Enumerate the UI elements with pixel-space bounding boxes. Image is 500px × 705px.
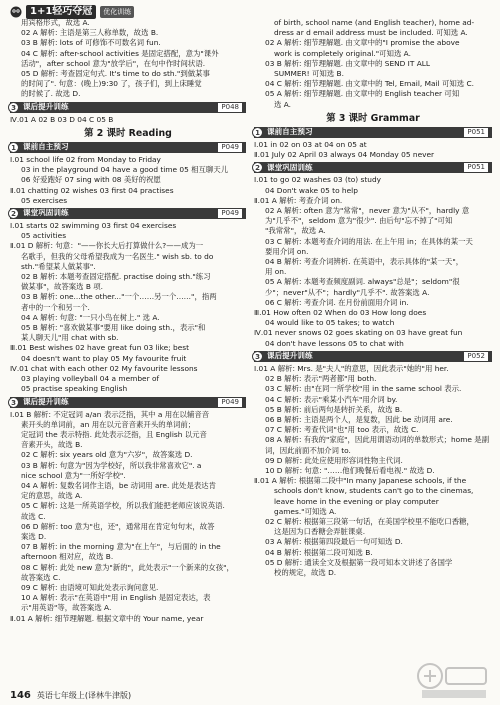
answer-line: 04 B 解析: 根据第二段可知选 B. [265,547,373,557]
section-number: 3 [8,397,19,408]
answer-line: Ⅳ.01 never snows 02 goes skating on 03 have great fun [254,328,463,338]
answer-line: 02 C 解析: six years old 意为"六岁"，故答案选 D. [21,450,193,460]
section-title: 课后提升训练 [23,396,69,406]
watermark-logo-icon [414,660,494,702]
answer-line: of birth, school name (and English teacher), home ad- [274,18,475,27]
answer-line: 者中的一个和另一个. [21,302,90,312]
brand-subtitle: 优化训练 [100,6,134,18]
section-number: 3 [8,102,19,113]
section-title: 课后提升训练 [267,351,313,361]
answer-line: 03 in the playground 04 have a good time 05 相互聊天儿 [21,165,229,175]
answer-line: 用宾格形式，故选 A. [21,18,90,27]
answer-line: 某人聊天儿"用 chat with sb. [21,333,119,343]
answer-line: 09 D 解析: 此处应使用形容词性物主代词. [265,455,403,465]
answer-line: 为"几乎不"，seldom 意为"很少". 由后句"忘不掉了"可知 [265,216,453,226]
owl-logo-icon [10,6,22,18]
section-title: 课堂巩固训练 [267,162,313,172]
section-header [10,208,246,219]
answer-line: Ⅳ.01 chat with each other 02 My favourite lessons [10,363,198,373]
answer-line: 04 B 解析: 考查介词辨析. 在英语中，表示具体的"某一天"， [265,257,464,267]
answer-line: Ⅱ.01 A 解析: 考查介词 on. [254,195,343,205]
answer-line: 03 C 解析: 由"在同一所学校"用 in the same school 表示. [265,384,462,394]
answer-line: 02 B 解析: 本题考查固定搭配. practise doing sth."练习 [21,272,211,282]
answer-line: 04 doesn't want to play 05 My favourite fruit [21,353,187,363]
answer-line: 活动"，after school 意为"放学后"，在句中作时间状语. [21,58,206,68]
answer-line: 选 A. [274,99,292,109]
answer-line: 03 C 解析: 本题考查介词的用法. 在上午用 in；在具体的某一天 [265,236,473,246]
answer-line: 做某事"，故答案选 B 项. [21,282,104,292]
section-title: 课前自主预习 [23,142,69,152]
answer-line: 的时间了". 句意：(晚上)9:30 了，孩子们，到上床睡觉 [21,79,202,89]
page-reference: P048 [218,103,242,112]
section-header [10,102,246,113]
answer-line: 05 C 解析: 这是一所英语学校，所以我们能把老师应该说英语. [21,501,225,511]
answer-line: sth."希望某人做某事". [21,261,96,271]
answer-line: 校的规定，故选 D. [274,567,337,577]
section-header [254,351,492,362]
answer-line: 这是因为口香糖会弄脏课桌. [274,527,366,537]
page-footer [10,690,131,701]
section-number: 2 [8,208,19,219]
answer-line: SUMMER! 可知选 B. [274,69,344,79]
answer-line: 10 D 解析: 句意: "……他们晚餐后看电视." 故选 D. [265,465,435,475]
answer-line: 04 C 解析: after-school activities 是固定搭配，意为"课外 [21,48,219,58]
answer-line: 05 A 解析: 细节理解题. 由文章中的 English teacher 可知 [265,89,460,99]
answer-line: 02 A 解析: 细节理解题. 由文章中的"I promise the above [265,38,460,48]
answer-line: 03 playing volleyball 04 a member of [21,374,160,384]
page-reference: P049 [218,398,242,407]
answer-line: 少"；never"从不"；hardly"几乎不". 故答案选 A. [265,287,430,297]
answer-line: 05 exercises [21,195,68,205]
answer-line: 05 B 解析: 前后两句是转折关系，故选 B. [265,404,403,414]
answer-line: 04 would like to 05 takes; to watch [265,318,395,328]
page-reference: P049 [218,209,242,218]
answer-line: Ⅰ.01 A 解析: Mrs. 是"夫人"的意思，因此表示"她的"用 her. [254,363,449,373]
answer-line: 06 好爱跑好 07 sing with 08 美好的祝愿 [21,175,161,185]
answer-line: Ⅱ.01 A 解析: 细节理解题. 根据文章中的 Your name, year [10,613,204,623]
answer-line: 06 B 解析: 主语是两个人，是复数，因此 be 动词用 are. [265,414,453,424]
section-title: 课前自主预习 [267,127,313,137]
page-reference: P049 [218,143,242,152]
section-header [10,397,246,408]
page-reference: P051 [464,128,488,137]
lesson-title: 第 3 课时 Grammar [326,112,420,124]
answer-line: 08 A 解析: 有我的"家庭"，因此用谓语动词的单数形式；home 是副 [265,435,490,445]
answer-line: Ⅰ.01 in 02 on 03 at 04 on 05 at [254,140,367,150]
answer-line: Ⅰ.01 starts 02 swimming 03 first 04 exercises [10,221,177,231]
answer-line: Ⅱ.01 chatting 02 wishes 03 first 04 practises [10,185,174,195]
answer-line: 02 C 解析: 根据第三段第一句话，在美国学校里不能吃口香糖， [265,516,474,526]
answer-line: schools don't know, students can't go to the cinemas, [274,486,474,496]
right-column [254,18,492,578]
answer-line: 素开头的单词前，an 用在以元音音素开头的单词前； [21,419,196,429]
answer-line: 04 C 解析: 细节理解题. 由文章中的 Tel, Email, Mail 可知选 C. [265,79,474,89]
answer-line: Ⅲ.01 How often 02 When do 03 How long does [254,308,427,318]
page-reference: P051 [464,163,488,172]
answer-line: 05 A 解析: 本题考查频度副词. always"总是"；seldom"很 [265,277,460,287]
answer-line: 03 B 解析: 细节理解题. 由文章中的 SEND IT ALL [265,58,431,68]
answer-line: Ⅰ.01 school life 02 from Monday to Friday [10,155,161,165]
answer-line: 04 Don't wake 05 to help [265,185,358,195]
answer-line: work is completely original."可知选 A. [274,48,411,58]
answer-line: 03 B 解析: one...the other..."一个……另一个……"，指两 [21,292,217,302]
section-header [254,162,492,173]
section-number: 1 [252,127,263,138]
answer-line: 06 D 解析: too 意为"也，还"，通常用在肯定句句末，故答 [21,521,215,531]
answer-line: 定冠词 the 表示特指. 此处表示泛指，且 English 以元音 [21,429,207,439]
answer-line: 用 on. [265,267,287,277]
answer-line: 故答案选 C. [21,572,61,582]
answer-line: Ⅲ.01 Best wishes 02 have great fun 03 like; best [10,343,189,353]
answer-line: 故选 C. [21,511,46,521]
answer-line: 02 A 解析: often 意为"常常"，never 意为"从不"，hardly 意 [265,206,470,216]
answer-line: 音素开头，故选 B. [21,440,83,450]
answer-line: 02 B 解析: 表示"两者都"用 both. [265,374,377,384]
answer-line: 05 practise speaking English [21,384,128,394]
answer-line: 04 A 解析: 复数名词作主语，be 动词用 are. 此处是表达肯 [21,480,217,490]
answer-line: 名歌手，但我的父母希望我成为一名医生." wish sb. to do [21,251,214,261]
left-column [10,18,246,624]
answer-line: 的时候了. 故选 D. [21,89,81,99]
answer-line: 词，因此前面不加介词 to. [265,445,351,455]
answer-line: games."可知选 A. [274,506,337,516]
answer-line: 08 C 解析: 此处 new 意为"新的"，此处表示"一个新来的女孩"， [21,562,234,572]
answer-line: 要用介词 on. [265,246,309,256]
section-title: 课后提升训练 [23,102,69,112]
page-reference: P052 [464,352,488,361]
answer-line: Ⅰ.01 B 解析: 不定冠词 a/an 表示泛指，其中 a 用在以辅音音 [10,409,210,419]
answer-line: 定的意思，故选 A. [21,491,83,501]
answer-line: afternoon 相对应，故选 B. [21,552,114,562]
answer-line: 03 B 解析: lots of 可修饰不可数名词 fun. [21,38,161,48]
section-header [10,142,246,153]
answer-line: 05 B 解析: "喜欢做某事"要用 like doing sth.，表示"和 [21,323,206,333]
answer-line: 04 A 解析: 句意: "一只小鸟在树上." 选 A. [21,312,160,322]
answer-line: Ⅱ.01 July 02 April 03 always 04 Monday 05 never [254,150,435,160]
answer-line: 05 D 解析: 考查固定句式. It's time to do sth."到做某事 [21,69,210,79]
answer-line: 04 don't have lessons 05 to chat with [265,338,404,348]
answer-line: 02 A 解析: 主语是第三人称单数，故选 B. [21,28,159,38]
answer-line: dress ar d email address must be included. 可知选 A. [274,28,468,38]
answer-line: Ⅰ.01 to go 02 washes 03 (to) study [254,175,382,185]
answer-line: 10 A 解析: 表示"在英语中"用 in English 是固定表达，表 [21,593,211,603]
section-header [254,127,492,138]
answer-line: 04 C 解析: 表示"乘某小汽车"用介词 by. [265,394,398,404]
page-number: 146 [10,690,31,701]
answer-line: 案选 D. [21,531,47,541]
book-title: 英语七年级上(译林牛津版) [36,691,132,700]
answer-line: Ⅳ.01 A 02 B 03 D 04 C 05 B [10,114,114,124]
answer-line: 05 D 解析: 通读全文及根据第一段可知本文讲述了各国学 [265,557,453,567]
answer-line: Ⅱ.01 D 解析: 句意："——你长大后打算做什么?——成为一 [10,241,204,251]
answer-line: nice school 意为"一所好学校". [21,470,126,480]
answer-line: 示"用英语"等，故答案选 A. [21,603,112,613]
answer-line: 09 C 解析: 由语境可知此处表示询问意见. [21,582,159,592]
brand-name: 1+1轻巧夺冠 [26,5,96,19]
answer-line: 06 C 解析: 考查介词. 在月份前面用介词 in. [265,297,409,307]
answer-line: Ⅱ.01 A 解析: 根据第二段中"In many Japanese schools, if the [254,476,467,486]
section-number: 2 [252,162,263,173]
answer-line: 03 A 解析: 根据第四段最后一句可知选 D. [265,537,403,547]
answer-line: 07 B 解析: in the morning 意为"在上午"，与后面的 in the [21,542,221,552]
answer-line: 03 B 解析: 句意为"因为学校好，所以我非常喜欢它". a [21,460,202,470]
section-number: 3 [252,351,263,362]
lesson-title: 第 2 课时 Reading [84,127,172,139]
answer-line: 07 C 解析: 考查代词"也"用 too 表示，故选 C. [265,425,419,435]
answer-line: leave home in the evening or play computer [274,496,439,506]
section-title: 课堂巩固训练 [23,208,69,218]
answer-line: "我常常"，故选 A. [265,226,326,236]
section-number: 1 [8,142,19,153]
answer-line: 05 activities [21,231,67,241]
